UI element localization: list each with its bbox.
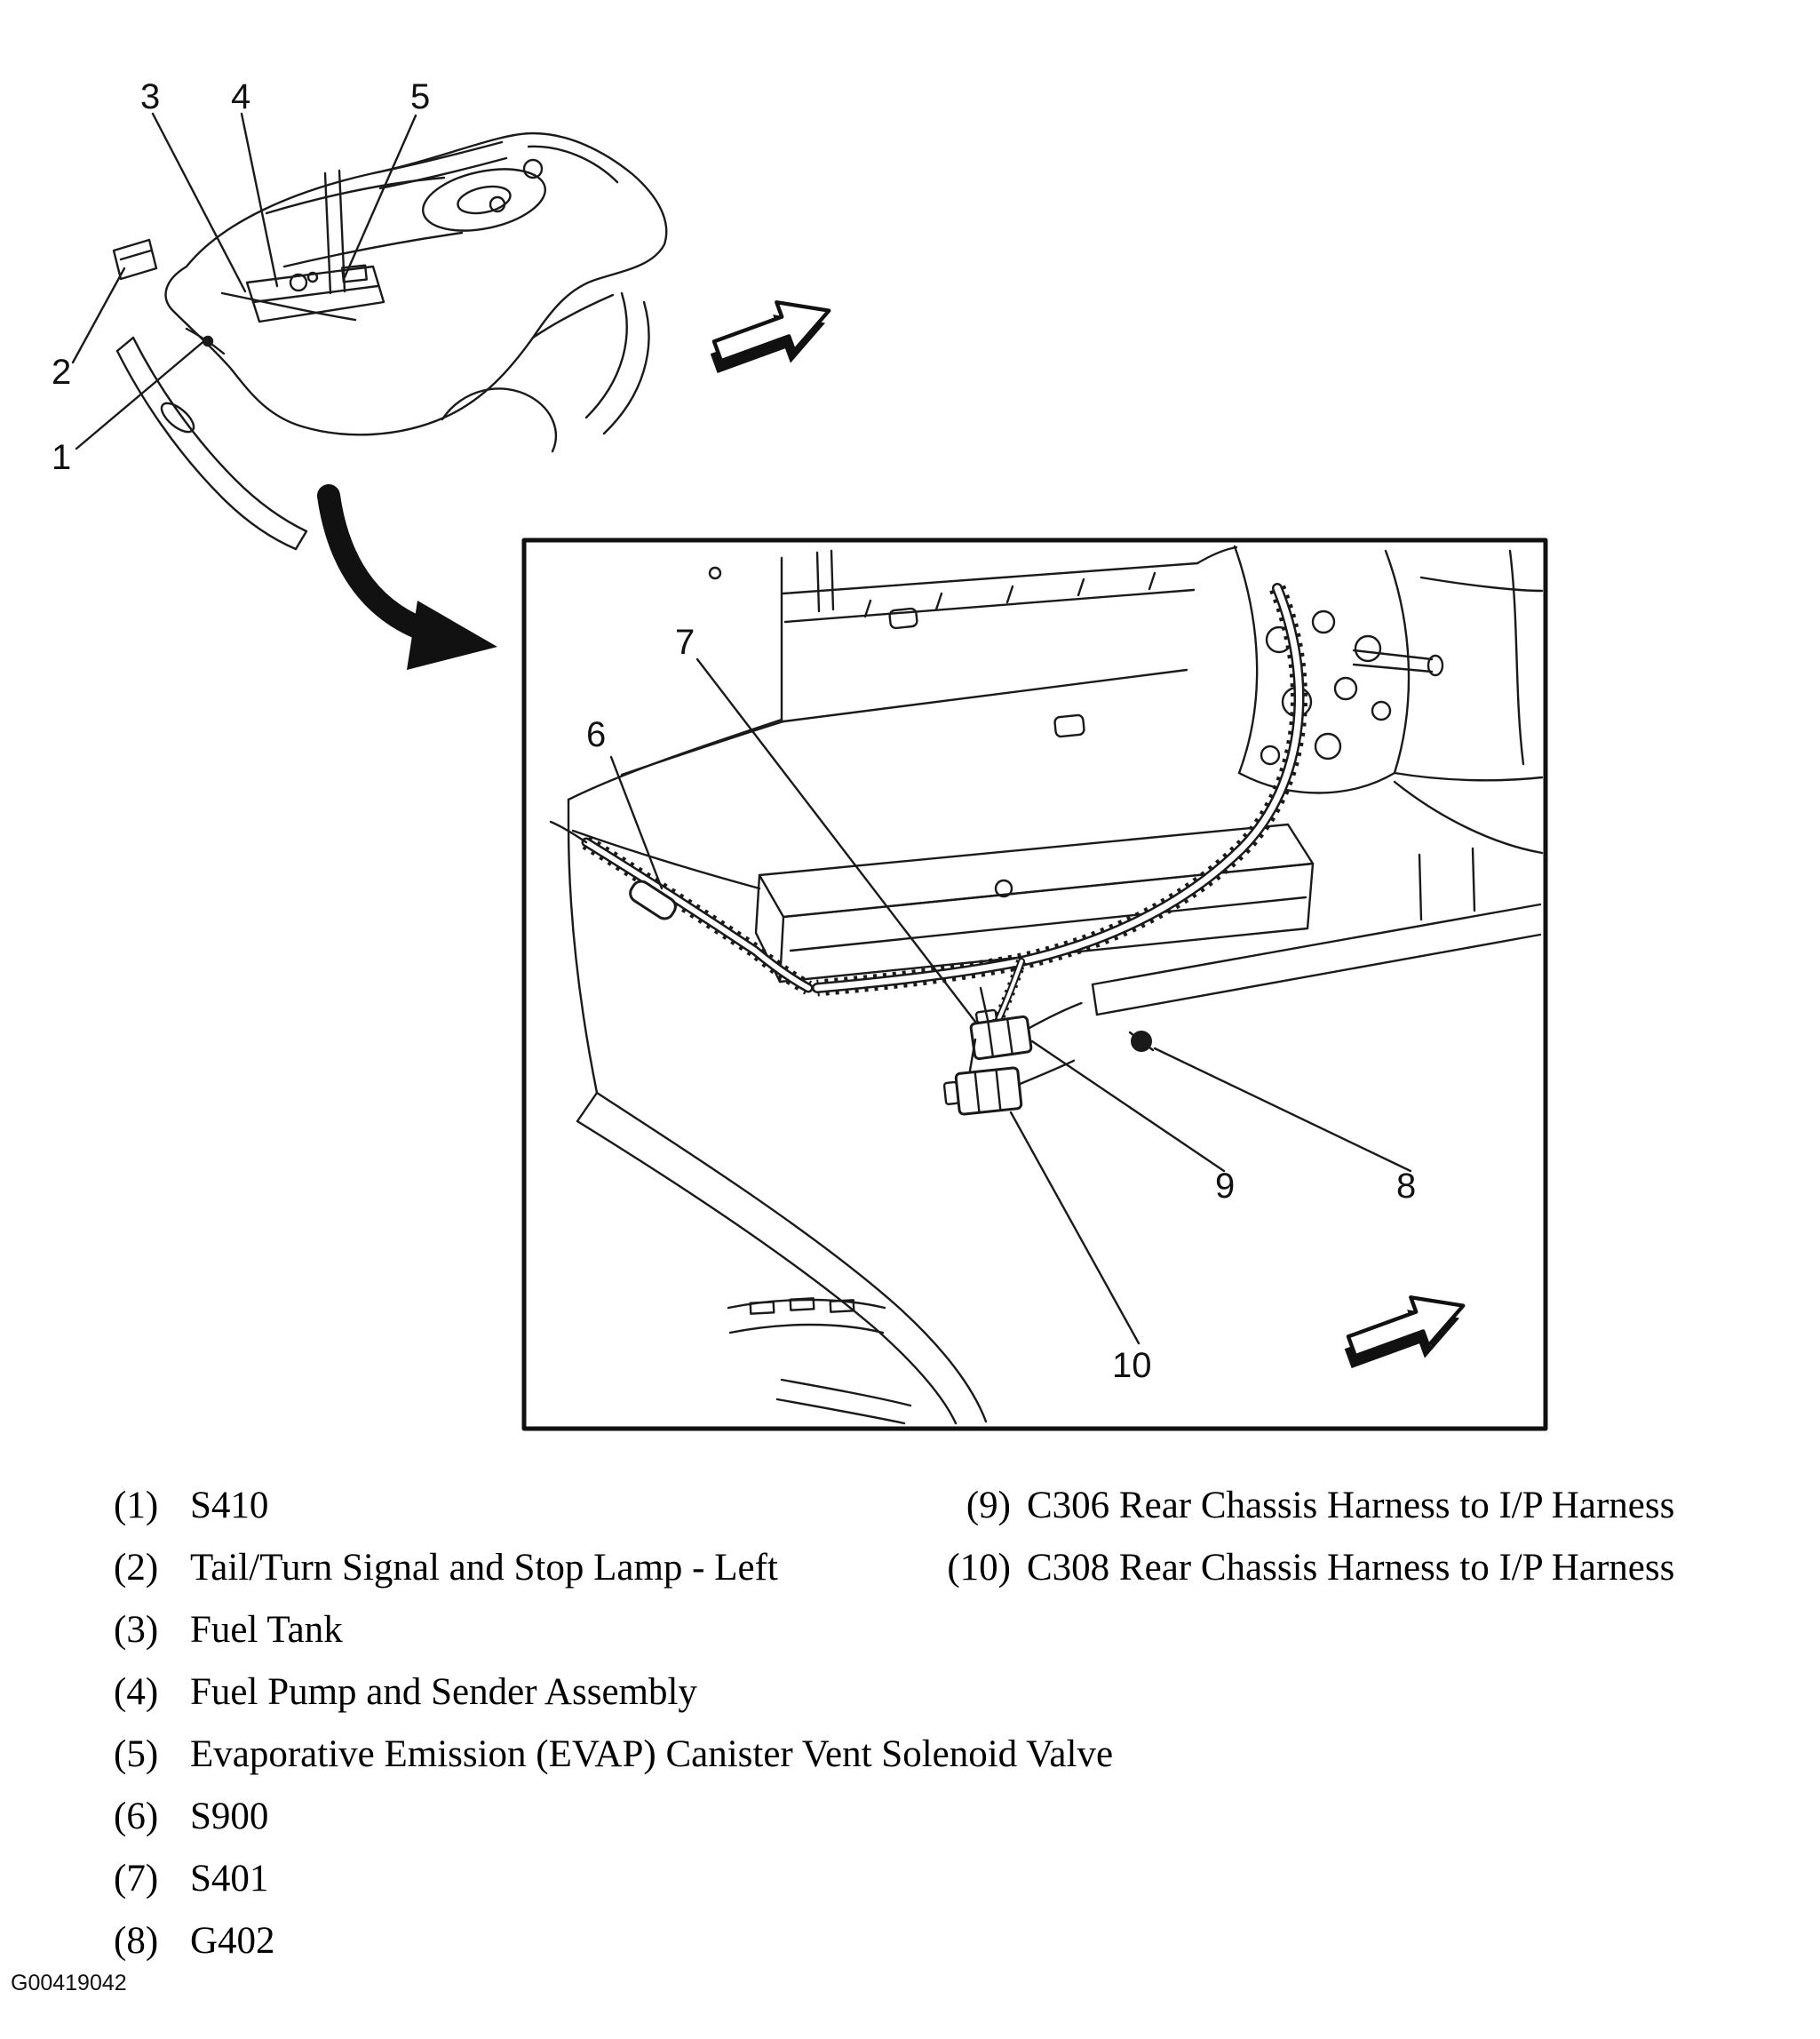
callout-8-leader	[1155, 1048, 1411, 1171]
legend-item	[114, 1910, 1113, 1972]
fuel-tank-overview	[247, 266, 384, 322]
harness-main	[817, 588, 1299, 1023]
trunk-structure	[568, 547, 1236, 1093]
callout-9-leader	[1032, 1041, 1224, 1171]
legend-item-number: (4)	[114, 1671, 159, 1713]
legend-item-label: S410	[190, 1485, 269, 1526]
legend-item-number: (3)	[114, 1609, 159, 1651]
legend-item-number: (2)	[114, 1547, 159, 1589]
figure-id: G00419042	[11, 1971, 127, 1995]
callout-10-leader	[1011, 1112, 1139, 1343]
connector-c306	[969, 998, 1087, 1059]
frame-rail	[1093, 848, 1540, 1015]
legend-item-number: (5)	[114, 1733, 159, 1775]
callout-3-label: 3	[140, 77, 161, 116]
callout-5-label: 5	[410, 77, 431, 116]
legend-item-label: S401	[190, 1858, 269, 1900]
legend-item	[114, 1848, 1113, 1910]
legend-item	[929, 1537, 1674, 1599]
legend-item	[114, 1661, 1113, 1724]
zoom-arrow	[329, 496, 497, 670]
detail-diagram	[524, 540, 1546, 1429]
legend-item-number: (8)	[114, 1920, 159, 1962]
callout-1-label: 1	[52, 438, 72, 477]
legend-item-label: C306 Rear Chassis Harness to I/P Harness	[1027, 1485, 1675, 1526]
legend-item	[114, 1724, 1113, 1786]
tail-lamp	[114, 240, 156, 279]
callout-5-leader	[345, 115, 416, 277]
ground-stud-g402	[1130, 1031, 1153, 1052]
legend-item	[929, 1475, 1674, 1537]
rear-fascia	[577, 1093, 986, 1423]
legend-item-number: (10)	[947, 1547, 1011, 1589]
callout-2-leader	[73, 268, 124, 362]
callout-2-label: 2	[52, 353, 72, 392]
callout-4-label: 4	[231, 77, 251, 116]
direction-arrow-bottom	[1336, 1281, 1475, 1382]
legend-item-label: Tail/Turn Signal and Stop Lamp - Left	[190, 1547, 778, 1589]
direction-arrow-top	[702, 286, 841, 387]
callout-8-label: 8	[1396, 1167, 1417, 1206]
legend-item-number: (7)	[114, 1858, 159, 1900]
overview-diagram	[52, 77, 841, 549]
legend-item-label: C308 Rear Chassis Harness to I/P Harness	[1027, 1547, 1675, 1589]
callout-10-label: 10	[1112, 1346, 1152, 1385]
callout-9-label: 9	[1215, 1167, 1236, 1206]
legend-item-label: Evaporative Emission (EVAP) Canister Vent Solenoid Valve	[190, 1733, 1114, 1775]
legend-item-number: (6)	[114, 1796, 159, 1837]
legend-item-label: S900	[190, 1796, 269, 1837]
callout-6-label: 6	[586, 715, 607, 754]
legend-item-label: Fuel Pump and Sender Assembly	[190, 1671, 697, 1713]
legend-item	[114, 1599, 1113, 1661]
harness-left	[551, 822, 808, 988]
callout-3-leader	[153, 114, 245, 291]
front-fascia	[117, 338, 306, 549]
legend-right-column	[929, 1475, 1674, 1599]
legend-item-number: (1)	[114, 1485, 159, 1526]
legend-item	[114, 1786, 1113, 1848]
legend-item-label: Fuel Tank	[190, 1609, 343, 1651]
legend-item-label: G402	[190, 1920, 275, 1962]
vehicle-body-outline	[166, 133, 667, 451]
callout-7-label: 7	[675, 623, 695, 662]
legend-item-number: (9)	[966, 1485, 1011, 1526]
connector-bracket	[981, 988, 988, 1020]
callout-4-leader	[242, 114, 277, 286]
detail-view-border	[524, 540, 1546, 1429]
connector-c308	[943, 1061, 1078, 1116]
